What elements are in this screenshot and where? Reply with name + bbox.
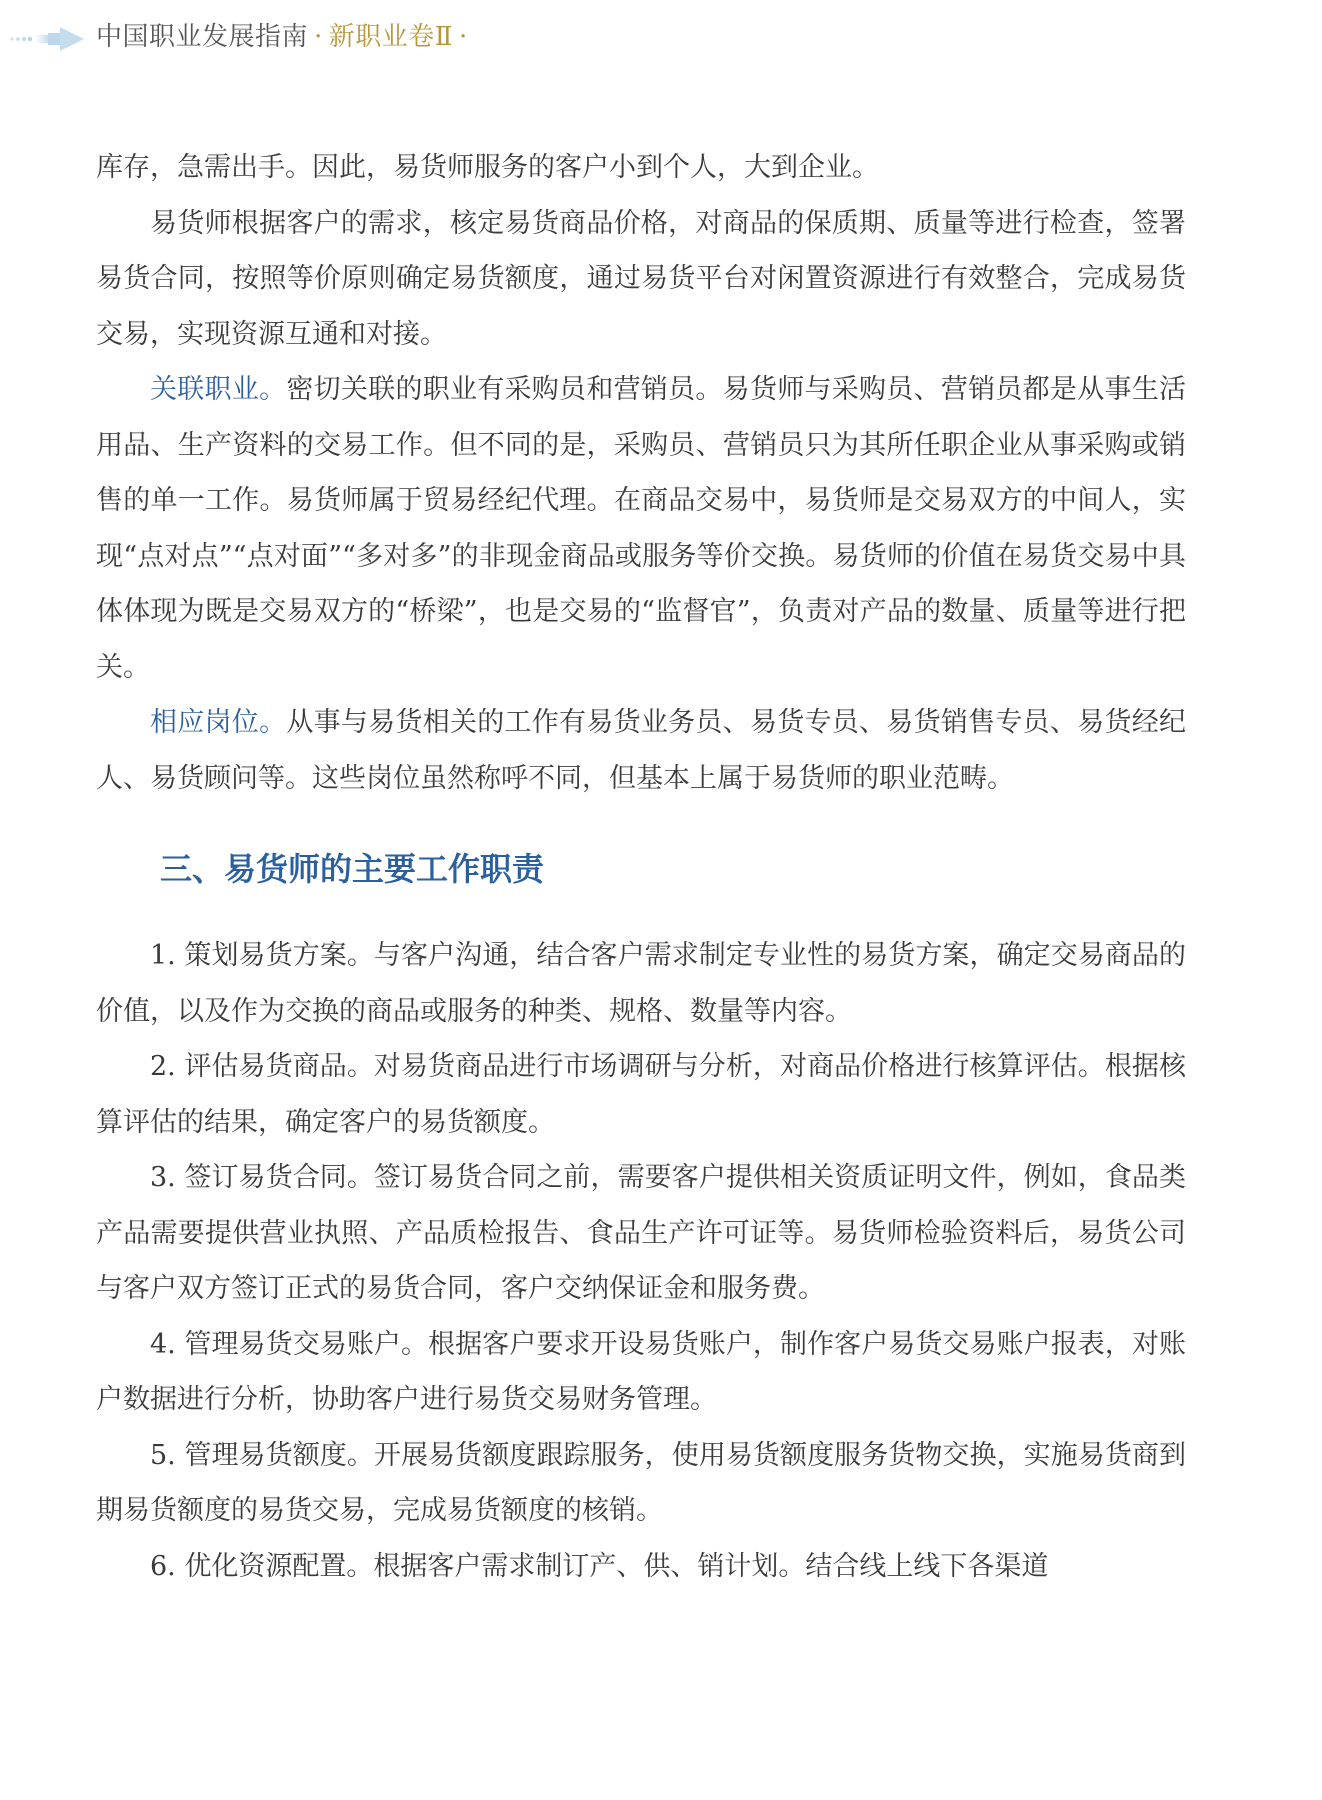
header-separator: ·: [314, 22, 323, 52]
paragraph-related-occupations: [96, 362, 1186, 695]
volume-title: 新职业卷Ⅱ: [328, 22, 453, 52]
paragraph-lead-related: 关联职业。: [150, 374, 287, 405]
duty-item: 6. 优化资源配置。根据客户需求制订产、供、销计划。结合线上线下各渠道: [150, 1550, 1049, 1582]
duty-item: 5. 管理易货额度。开展易货额度跟踪服务，使用易货额度服务货物交换，实施易货商到期易货额度的易货交易，完成易货额度的核销。: [96, 1439, 1186, 1526]
decorative-arrow-icon: [8, 26, 88, 52]
paragraph-continuation: [96, 140, 1186, 196]
header-trailing-dot: ·: [458, 22, 468, 52]
page-content: [96, 140, 1186, 1594]
paragraph-text: 库存，急需出手。因此，易货师服务的客户小到个人，大到企业。: [96, 152, 879, 183]
duty-item: 2. 评估易货商品。对易货商品进行市场调研与分析，对商品价格进行核算评估。根据核算评估的结果，确定客户的易货额度。: [96, 1051, 1186, 1138]
page-header: [0, 18, 1322, 58]
duty-item: 3. 签订易货合同。签订易货合同之前，需要客户提供相关资质证明文件，例如，食品类产品需要提供营业执照、产品质检报告、食品生产许可证等。易货师检验资料后，易货公司与客户双方签订正式的易货合同，客户交纳保证金和服务费。: [96, 1162, 1186, 1304]
section-heading: 三、易货师的主要工作职责: [160, 850, 545, 888]
duty-item: 4. 管理易货交易账户。根据客户要求开设易货账户，制作客户易货交易账户报表，对账户数据进行分析，协助客户进行易货交易财务管理。: [96, 1328, 1186, 1415]
paragraph-duties-overview: [96, 196, 1186, 363]
paragraph-text: 从事与易货相关的工作有易货业务员、易货专员、易货销售专员、易货经纪人、易货顾问等。这些岗位虽然称呼不同，但基本上属于易货师的职业范畴。: [96, 707, 1187, 794]
paragraph-corresponding-positions: [96, 695, 1186, 806]
duty-item: 1. 策划易货方案。与客户沟通，结合客户需求制定专业性的易货方案，确定交易商品的价值，以及作为交换的商品或服务的种类、规格、数量等内容。: [96, 940, 1186, 1027]
paragraph-text: 易货师根据客户的需求，核定易货商品价格，对商品的保质期、质量等进行检查，签署易货合同，按照等价原则确定易货额度，通过易货平台对闲置资源进行有效整合，完成易货交易，实现资源互通和对接。: [96, 207, 1186, 350]
running-header: [96, 20, 474, 54]
book-title: 中国职业发展指南: [96, 22, 309, 52]
paragraph-text: 密切关联的职业有采购员和营销员。易货师与采购员、营销员都是从事生活用品、生产资料的交易工作。但不同的是，采购员、营销员只为其所任职企业从事采购或销售的单一工作。易货师属于贸易经纪代理。在商品交易中，易货师是交易双方的中间人，实现“点对点”“点对面”“多对多”的非现金商品或服务等价交换。易货师的价值在易货交易中具体体现为既是交易双方的“桥梁”，也是交易的“监督官”，负责对产品的数量、质量等进行把关。: [96, 374, 1187, 683]
paragraph-lead-positions: 相应岗位。: [150, 707, 287, 738]
